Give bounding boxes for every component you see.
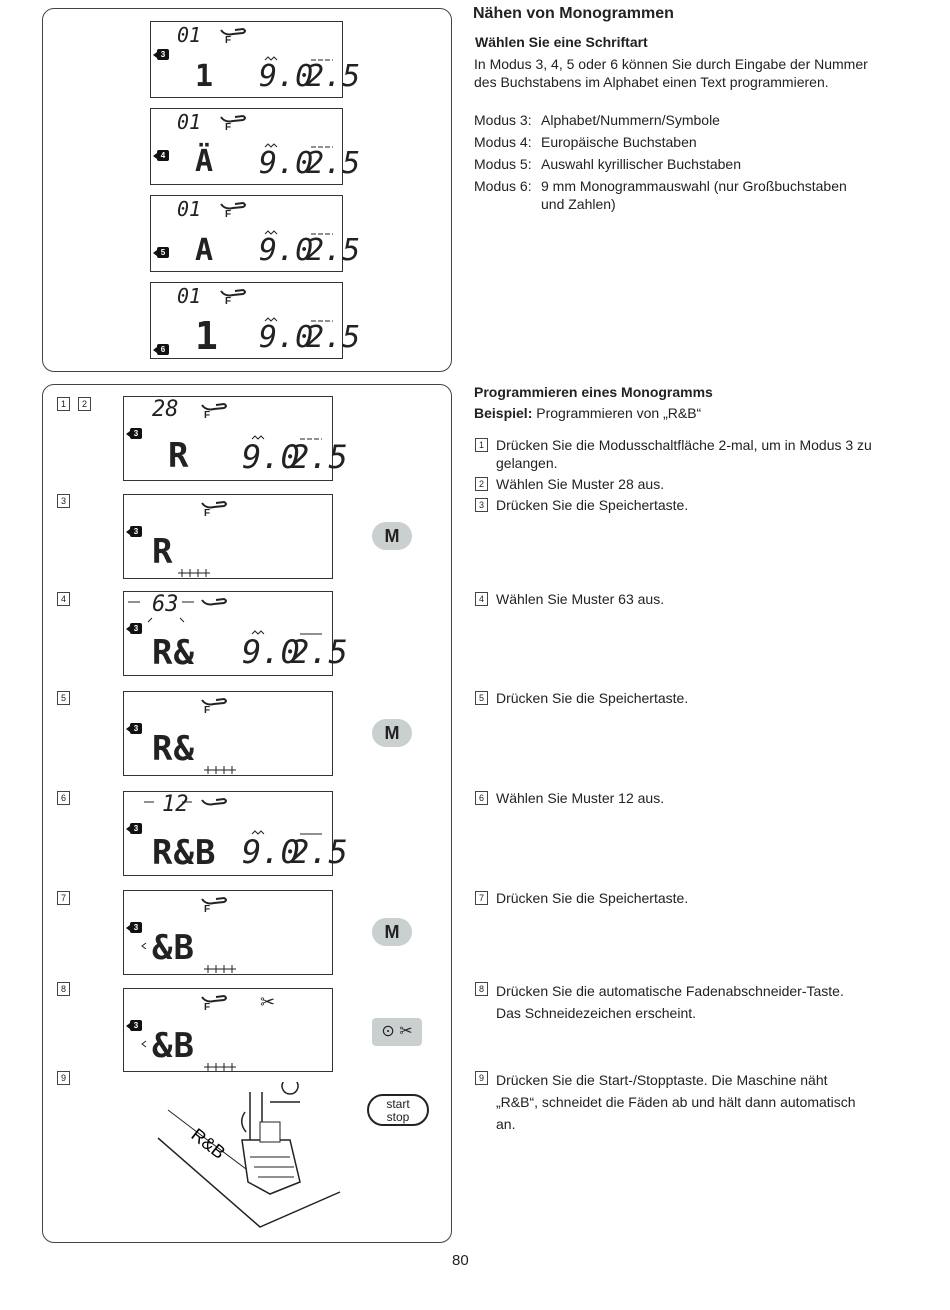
lcd-display-step12: [123, 396, 348, 481]
pattern-number: 28: [152, 397, 179, 422]
mode-label: Modus 6:: [474, 178, 532, 194]
character-display: R&: [152, 633, 195, 673]
section-subtitle: Wählen Sie eine Schriftart: [475, 34, 648, 50]
lcd-display-mode6: [150, 282, 361, 359]
lcd-display-step8: [123, 988, 333, 1072]
presser-foot-f: F: [225, 296, 232, 307]
mode-badge: 3: [130, 823, 142, 834]
pattern-number: 63: [152, 592, 179, 617]
mode-badge: 4: [157, 150, 169, 161]
lcd-display-step6: [123, 791, 348, 876]
stop-label: stop: [386, 1110, 410, 1124]
example-line: [474, 404, 701, 422]
character-display: R: [168, 436, 190, 476]
stitch-length: 2.5: [290, 438, 348, 476]
pattern-number: 01: [177, 23, 202, 47]
step-number: 4: [57, 592, 70, 606]
step-text: Wählen Sie Muster 12 aus.: [496, 790, 665, 806]
memory-button[interactable]: M: [372, 522, 412, 550]
mode-badge: 6: [157, 344, 169, 355]
presser-foot-f: F: [204, 904, 211, 915]
character-display: R&: [152, 729, 195, 769]
mode-label: Modus 4:: [474, 134, 532, 150]
character-display: R&B: [152, 833, 217, 873]
scissors-icon: ✂: [399, 1023, 413, 1040]
section-title: Nähen von Monogrammen: [473, 5, 674, 22]
step-text: Drücken Sie die Speichertaste.: [496, 497, 689, 513]
pattern-number: 01: [177, 110, 202, 134]
character-display: 1: [195, 59, 215, 94]
mode-badge: 3: [130, 428, 142, 439]
character-display: &B: [152, 1026, 195, 1066]
step-number: 3: [57, 494, 70, 508]
example-text: Programmieren von „R&B“: [536, 405, 702, 421]
example-label: Beispiel:: [474, 405, 533, 421]
step-number: 2: [78, 397, 91, 411]
step-number: 5: [475, 691, 488, 705]
target-icon: ⊙: [381, 1023, 395, 1040]
presser-foot-f: F: [225, 35, 232, 46]
lcd-display-step5: [123, 691, 333, 776]
step-number: 1: [475, 438, 488, 452]
stitch-width: 9.0: [259, 320, 314, 355]
mode-text: Europäische Buchstaben: [541, 134, 697, 150]
mode-text: Alphabet/Nummern/Symbole: [541, 112, 720, 128]
presser-foot-f: F: [204, 410, 211, 421]
mode-text: Auswahl kyrillischer Buchstaben: [541, 156, 741, 172]
step-text: Drücken Sie die Speichertaste.: [496, 890, 689, 906]
memory-button[interactable]: M: [372, 719, 412, 747]
presser-foot-f: F: [225, 209, 232, 220]
mode-badge: 3: [157, 49, 169, 60]
stitch-length: 2.5: [290, 833, 348, 871]
lcd-display-step7: [123, 890, 333, 975]
mode-badge: 3: [130, 723, 142, 734]
page-number: 80: [452, 1252, 469, 1269]
stitch-length: 2.5: [290, 633, 348, 671]
stitch-length: 2.5: [306, 146, 361, 181]
stitch-width: 9.0: [259, 233, 314, 268]
lcd-display-mode3: [150, 21, 361, 98]
character-display: Ä: [195, 144, 215, 179]
mode-text: 9 mm Monogrammauswahl (nur Großbuchstaben und Zahlen): [541, 178, 847, 212]
pattern-number: 01: [177, 284, 202, 308]
stitch-width: 9.0: [242, 633, 300, 671]
sewing-machine-illustration: [150, 1082, 350, 1232]
presser-foot-f: F: [204, 508, 211, 519]
step-number: 3: [475, 498, 488, 512]
lcd-display-mode4: [150, 108, 361, 185]
step-number: 4: [475, 592, 488, 606]
character-display: A: [195, 233, 215, 268]
start-label: start: [386, 1097, 410, 1111]
step-number: 6: [475, 791, 488, 805]
mode-badge: 3: [130, 526, 142, 537]
mode-badge: 3: [130, 1020, 142, 1031]
pattern-number: 12: [162, 792, 189, 817]
step-number: 7: [475, 891, 488, 905]
lcd-display-mode5: [150, 195, 361, 272]
mode-badge: 5: [157, 247, 169, 258]
step-number: 6: [57, 791, 70, 805]
start-stop-button[interactable]: [367, 1094, 429, 1126]
pattern-number: 01: [177, 197, 202, 221]
step-number: 2: [475, 477, 488, 491]
presser-foot-f: F: [225, 122, 232, 133]
memory-button[interactable]: M: [372, 918, 412, 946]
lcd-display-step3: [123, 494, 333, 579]
stitch-length: 2.5: [306, 233, 361, 268]
character-display: 1: [195, 314, 219, 358]
lcd-display-step4: [123, 591, 348, 676]
mode-label: Modus 5:: [474, 156, 532, 172]
presser-foot-f: F: [204, 1002, 211, 1013]
intro-paragraph: In Modus 3, 4, 5 oder 6 können Sie durch Eingabe der Nummer des Buchstabens im Alphabet einen Text programmieren.: [474, 56, 868, 90]
stitch-width: 9.0: [259, 146, 314, 181]
step-number: 8: [475, 982, 488, 996]
step-text: Drücken Sie die Modusschaltfläche 2-mal, um in Modus 3 zu gelangen.: [496, 437, 872, 471]
step-number: 9: [475, 1071, 488, 1085]
step-number: 8: [57, 982, 70, 996]
mode-badge: 3: [130, 922, 142, 933]
mode-badge: 3: [130, 623, 142, 634]
mode-label: Modus 3:: [474, 112, 532, 128]
character-display: R: [152, 532, 174, 572]
scissors-icon: ✂: [260, 992, 276, 1012]
step-text: Drücken Sie die Start-/Stopptaste. Die Maschine näht „R&B“, schneidet die Fäden ab und hält dann automatisch an.: [496, 1072, 856, 1132]
step-number: 7: [57, 891, 70, 905]
section-title: Programmieren eines Monogramms: [474, 384, 713, 400]
stitch-length: 2.5: [306, 59, 361, 94]
stitch-width: 9.0: [259, 59, 314, 94]
character-display: &B: [152, 928, 195, 968]
step-number: 1: [57, 397, 70, 411]
monogram-text: R&B: [187, 1124, 230, 1163]
presser-foot-f: F: [204, 705, 211, 716]
step-text: Wählen Sie Muster 28 aus.: [496, 476, 665, 492]
step-text: Drücken Sie die automatische Fadenabschneider-Taste. Das Schneidezeichen erscheint.: [496, 983, 844, 1021]
stitch-width: 9.0: [242, 438, 300, 476]
step-number: 9: [57, 1071, 70, 1085]
step-number: 5: [57, 691, 70, 705]
stitch-width: 9.0: [242, 833, 300, 871]
stitch-length: 2.5: [306, 320, 361, 355]
thread-cutter-button[interactable]: [372, 1018, 422, 1046]
step-text: Drücken Sie die Speichertaste.: [496, 690, 689, 706]
step-text: Wählen Sie Muster 63 aus.: [496, 591, 665, 607]
